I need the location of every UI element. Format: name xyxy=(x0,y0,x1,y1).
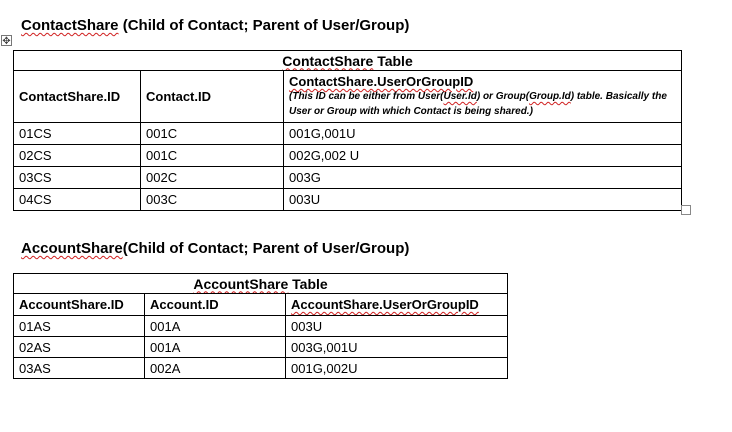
column-header: Account.ID xyxy=(145,294,286,316)
column-header: AccountShare.UserOrGroupID xyxy=(286,294,508,316)
accountshare-heading-term: AccountShare xyxy=(21,240,123,257)
table-cell: 001A xyxy=(145,337,286,358)
table-cell: 02CS xyxy=(14,145,141,167)
accountshare-table-title: AccountShare Table xyxy=(14,274,508,294)
table-cell: 003U xyxy=(284,189,682,211)
table-cell: 03CS xyxy=(14,167,141,189)
accountshare-table xyxy=(13,273,508,379)
table-row xyxy=(14,337,508,358)
contactshare-heading-rest: (Child of Contact; Parent of User/Group) xyxy=(118,17,410,34)
table-row xyxy=(14,167,682,189)
table-cell: 001G,002U xyxy=(286,358,508,379)
table-cell: 03AS xyxy=(14,358,145,379)
table-cell: 001C xyxy=(141,123,284,145)
accountshare-heading-rest: (Child of Contact; Parent of User/Group) xyxy=(122,240,410,257)
table-cell: 001A xyxy=(145,316,286,337)
column-header: Contact.ID xyxy=(141,71,284,123)
table-cell: 02AS xyxy=(14,337,145,358)
table-cell: 003U xyxy=(286,316,508,337)
column-header: ContactShare.ID xyxy=(14,71,141,123)
table-cell: 003G,001U xyxy=(286,337,508,358)
table-cell: 003C xyxy=(141,189,284,211)
contactshare-heading xyxy=(21,17,409,35)
table-cell: 001C xyxy=(141,145,284,167)
table-cell: 002G,002 U xyxy=(284,145,682,167)
accountshare-heading xyxy=(21,240,409,258)
table-row xyxy=(14,316,508,337)
contactshare-table-title: ContactShare Table xyxy=(14,51,682,71)
table-cell: 04CS xyxy=(14,189,141,211)
column-header: ContactShare.UserOrGroupID xyxy=(289,74,474,89)
table-cell: 002A xyxy=(145,358,286,379)
table-move-handle-icon[interactable]: ✥ xyxy=(2,36,11,47)
table-cell: 01CS xyxy=(14,123,141,145)
contactshare-heading-term: ContactShare xyxy=(21,17,119,34)
table-resize-handle-icon[interactable] xyxy=(681,205,691,215)
table-row xyxy=(14,123,682,145)
contactshare-table xyxy=(13,50,682,211)
table-cell: 01AS xyxy=(14,316,145,337)
column-header: AccountShare.ID xyxy=(14,294,145,316)
table-cell: 002C xyxy=(141,167,284,189)
table-row xyxy=(14,189,682,211)
table-row xyxy=(14,358,508,379)
column-header-with-note xyxy=(284,71,682,123)
table-row xyxy=(14,145,682,167)
table-cell: 001G,001U xyxy=(284,123,682,145)
column-note: (This ID can be either from User(User.Id) or Group(Group.Id) table. Basically the User or Group with which Contact is being shared.) xyxy=(289,91,667,117)
table-cell: 003G xyxy=(284,167,682,189)
